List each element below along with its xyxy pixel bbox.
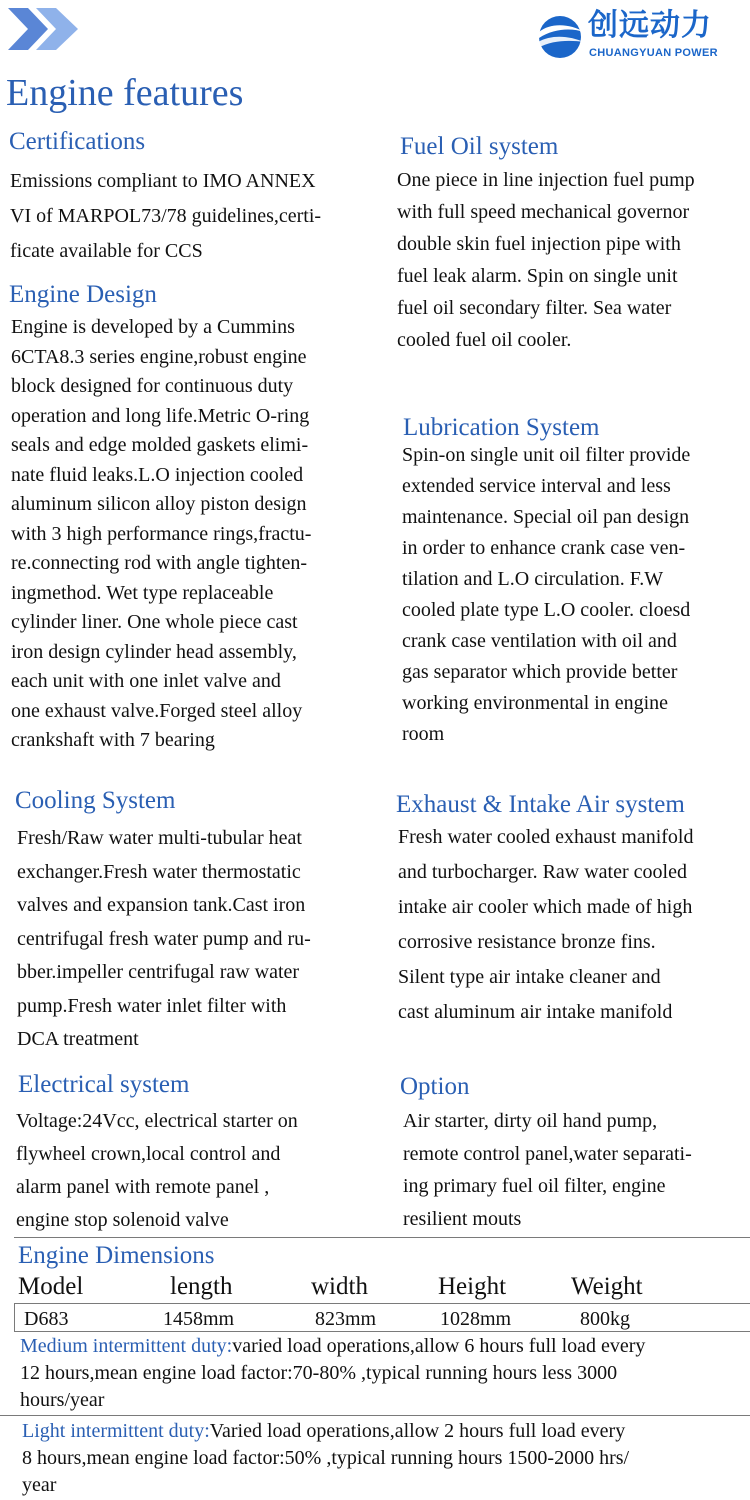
option-heading: Option: [400, 1073, 470, 1100]
certifications-text: Emissions compliant to IMO ANNEX VI of MARPOL73/78 guidelines,certi- ficate available for CCS: [10, 170, 322, 262]
engine-design-text: Engine is developed by a Cummins 6CTA8.3 series engine,robust engine block designed for continuous duty operation and long life.Metric O-ring seals and edge molded gaskets elimi- nate fluid leaks.L.O injection cooled aluminum silicon alloy piston design with 3 high performance rings,fractu- re.connecting rod with angle tighten- ingmethod. Wet type replaceable cylinder liner. One whole piece cast iron design cylinder head assembly, each unit with one inlet valve and one exhaust valve.Forged steel alloy crankshaft with 7 bearing: [11, 316, 312, 751]
column-header-width: width: [311, 1273, 368, 1300]
certifications-heading: Certifications: [9, 128, 146, 155]
exhaust-heading: Exhaust & Intake Air system: [396, 791, 685, 818]
electrical-text: Voltage:24Vcc, electrical starter on flywheel crown,local control and alarm panel with remote panel , engine stop solenoid valve: [16, 1110, 298, 1231]
lubrication-text: Spin-on single unit oil filter provide extended service interval and less maintenance. Special oil pan design in order to enhance crank case ven- tilation and L.O circulation. F.W cooled plate type L.O cooler. cloesd crank case ventilation with oil and gas separator which provide better working environmental in engine room: [402, 444, 691, 745]
brand-logo: [536, 8, 742, 64]
column-header-weight: Weight: [571, 1273, 643, 1300]
table-row-rule: [14, 1331, 750, 1332]
table-top-rule: [14, 1237, 750, 1238]
column-header-model: Model: [18, 1273, 84, 1300]
brand-name-cn: 创远动力: [588, 8, 712, 43]
table-cell-height: 1028mm: [440, 1308, 512, 1330]
electrical-heading: Electrical system: [18, 1071, 190, 1098]
fuel-oil-text: One piece in line injection fuel pump with full speed mechanical governor double skin fuel injection pipe with fuel leak alarm. Spin on single unit fuel oil secondary filter. Sea water cooled fuel oil cooler.: [397, 169, 695, 351]
brand-name-en: CHUANGYUAN POWER: [589, 47, 718, 59]
cooling-heading: Cooling System: [15, 787, 176, 814]
light-duty-text: Light intermittent duty:Varied load operations,allow 2 hours full load every 8 hours,mean engine load factor:50% ,typical running hours 1500-2000 hrs/ year: [22, 1420, 630, 1496]
column-header-length: length: [170, 1273, 233, 1300]
table-cell-weight: 800kg: [580, 1308, 630, 1330]
cooling-text: Fresh/Raw water multi-tubular heat exchanger.Fresh water thermostatic valves and expansion tank.Cast iron centrifugal fresh water pump and ru- bber.impeller centrifugal raw water pump.Fresh water inlet filter with DCA treatment: [17, 827, 311, 1050]
exhaust-text: Fresh water cooled exhaust manifold and turbocharger. Raw water cooled intake air cooler which made of high corrosive resistance bronze fins. Silent type air intake cleaner and cast aluminum air intake manifold: [398, 826, 694, 1023]
globe-swoosh-icon: [536, 12, 586, 60]
table-header-rule: [14, 1303, 750, 1304]
lubrication-heading: Lubrication System: [403, 414, 600, 441]
page-title: Engine features: [6, 72, 244, 114]
table-left-border: [14, 1303, 15, 1331]
fuel-oil-heading: Fuel Oil system: [400, 133, 559, 160]
medium-duty-label: Medium intermittent duty:: [20, 1335, 233, 1357]
option-text: Air starter, dirty oil hand pump, remote control panel,water separati- ing primary fuel oil filter, engine resilient mouts: [403, 1110, 692, 1230]
medium-duty-text: Medium intermittent duty:varied load operations,allow 6 hours full load every 12 hours,mean engine load factor:70-80% ,typical running hours less 3000 hours/year: [20, 1335, 646, 1411]
column-header-height: Height: [438, 1273, 507, 1300]
engine-design-heading: Engine Design: [9, 281, 157, 308]
dimensions-heading: Engine Dimensions: [18, 1242, 215, 1269]
table-cell-length: 1458mm: [163, 1308, 235, 1330]
duty-divider-rule: [0, 1415, 750, 1416]
light-duty-label: Light intermittent duty:: [22, 1420, 210, 1442]
table-cell-width: 823mm: [315, 1308, 377, 1330]
chevron-arrows-icon: [4, 6, 84, 52]
table-cell-model: D683: [24, 1308, 69, 1330]
